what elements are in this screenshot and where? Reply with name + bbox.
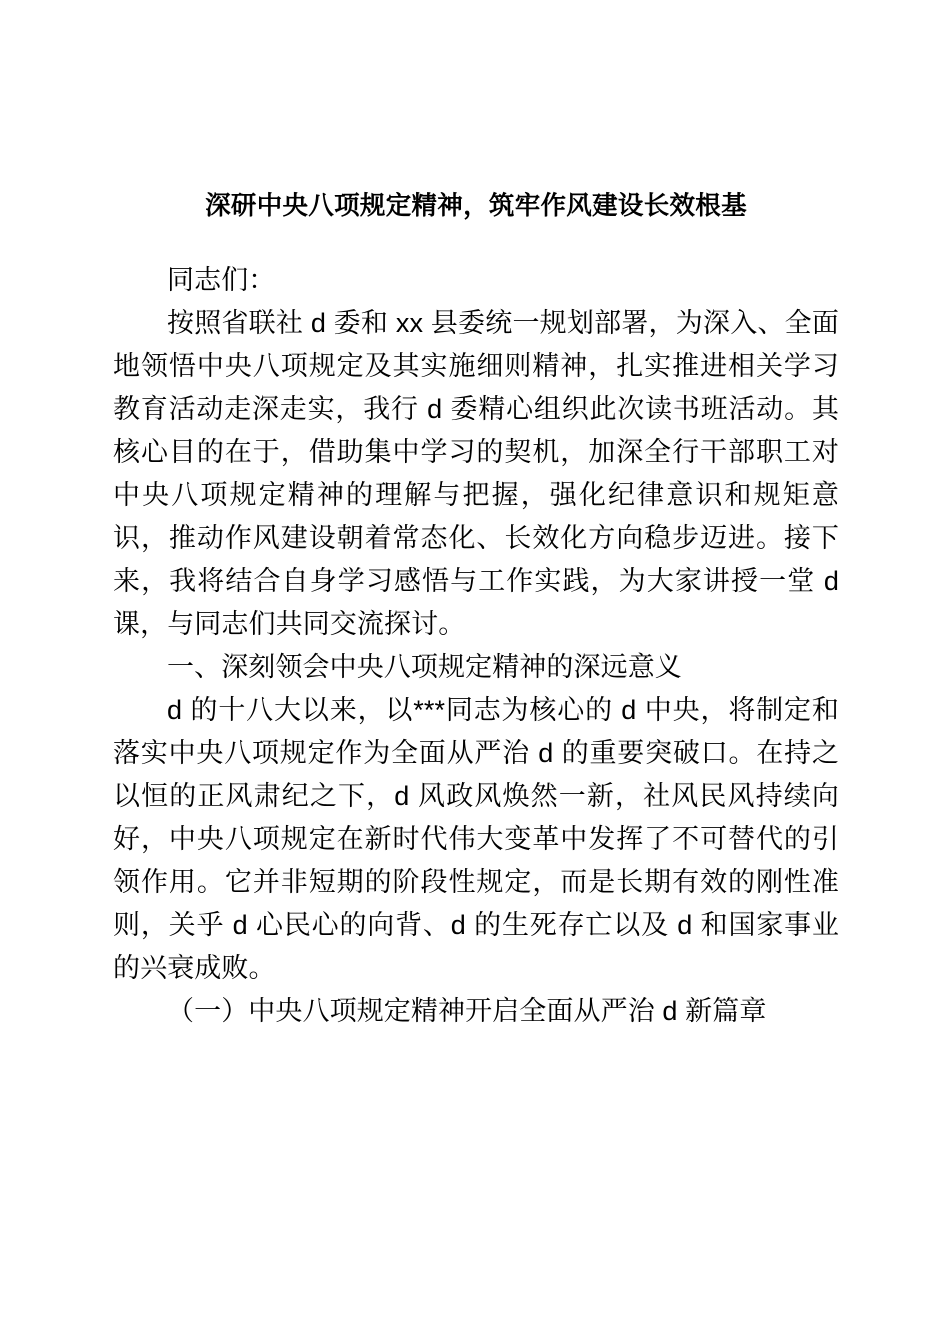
opening-paragraph: 按照省联社 d 委和 xx 县委统一规划部署，为深入、全面地领悟中央八项规定及其实施细则精神，扎实推进相关学习教育活动走深走实，我行 d 委精心组织此次读书班活动。其核心目的在于，借助集中学习的契机，加深全行干部职工对中央八项规定精神的理解与把握，强化纪律意识和规矩意识，推动作风建设朝着常态化、长效化方向稳步迈进。接下来，我将结合自身学习感悟与工作实践，为大家讲授一堂 d 课，与同志们共同交流探讨。 — [113, 308, 839, 639]
section-heading-one: 一、深刻领会中央八项规定精神的深远意义 — [167, 652, 682, 682]
document-title: 深研中央八项规定精神，筑牢作风建设长效根基 — [205, 192, 747, 220]
subsection-heading-one: （一）中央八项规定精神开启全面从严治 d 新篇章 — [167, 996, 767, 1026]
document-body — [113, 185, 839, 1033]
salutation-line: 同志们： — [167, 265, 276, 295]
section-one-paragraph: d 的十八大以来，以***同志为核心的 d 中央，将制定和落实中央八项规定作为全面从严治 d 的重要突破口。在持之以恒的正风肃纪之下，d 风政风焕然一新，社风民风持续向好，中央八项规定在新时代伟大变革中发挥了不可替代的引领作用。它并非短期的阶段性规定，而是长期有效的刚性准则，关乎 d 心民心的向背、d 的生死存亡以及 d 和国家事业的兴衰成败。 — [113, 695, 839, 983]
